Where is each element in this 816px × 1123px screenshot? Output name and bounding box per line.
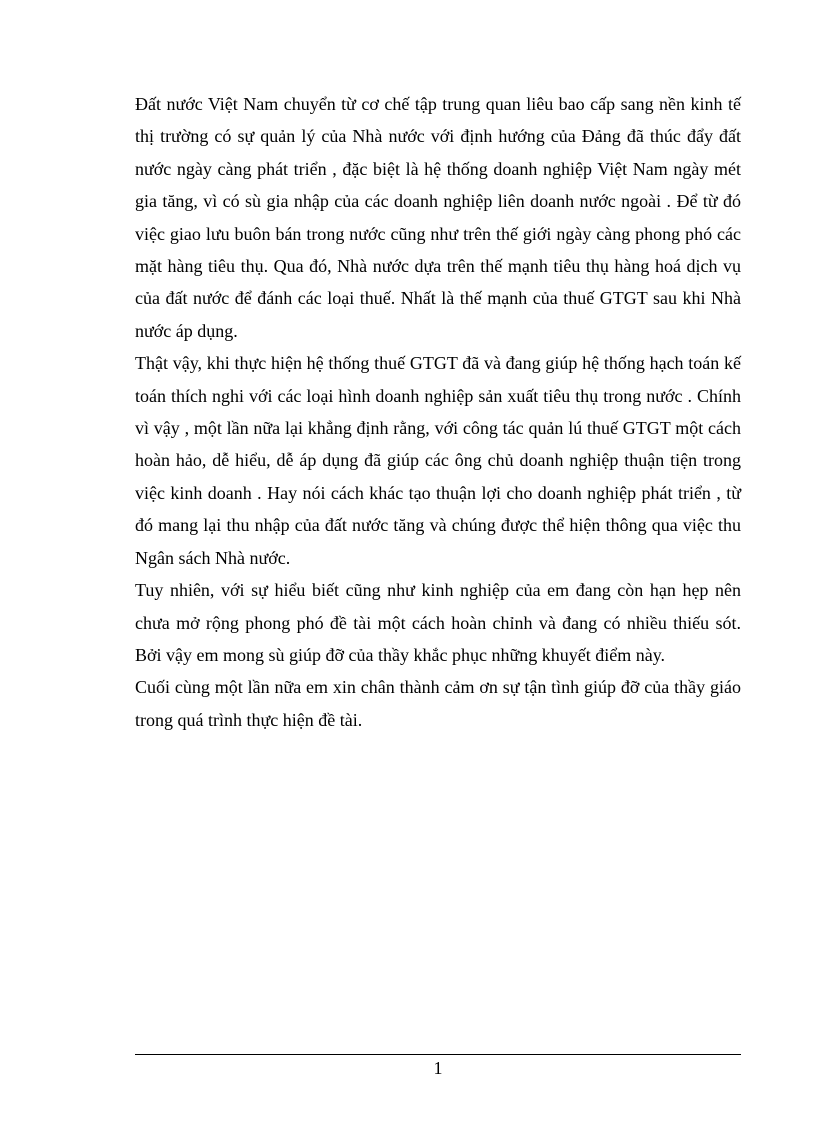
paragraph-limitations: Tuy nhiên, với sự hiểu biết cũng như kinh nghiệp của em đang còn hạn hẹp nên chưa mở rộng phong phó đề tài một cách hoàn chỉnh và đang có nhiều thiếu sót. Bởi vậy em mong sù giúp đỡ của thầy khắc phục những khuyết điểm này.: [135, 580, 741, 665]
document-body: [135, 88, 741, 736]
paragraph-intro: Đất nước Việt Nam chuyển từ cơ chế tập trung quan liêu bao cấp sang nền kinh tế thị trường có sự quản lý của Nhà nước với định hướng của Đảng đã thúc đẩy đất nước ngày càng phát triển , đặc biệt là hệ thống doanh nghiệp Việt Nam ngày mét gia tăng, vì có sù gia nhập của các doanh nghiệp liên doanh nước ngoài . Để từ đó việc giao lưu buôn bán trong nước cũng như trên thế giới ngày càng phong phó các mặt hàng tiêu thụ. Qua đó, Nhà nước dựa trên thế mạnh tiêu thụ hàng hoá dịch vụ của đất nước để đánh các loại thuế. Nhất là thế mạnh của thuế GTGT sau khi Nhà nước áp dụng.: [135, 94, 741, 341]
page-number: 1: [433, 1058, 443, 1078]
footer-rule: [135, 1054, 741, 1055]
paragraph-vat-benefits: Thật vậy, khi thực hiện hệ thống thuế GTGT đã và đang giúp hệ thống hạch toán kế toán thích nghi với các loại hình doanh nghiệp sản xuất tiêu thụ trong nước . Chính vì vậy , một lần nữa lại khẳng định rằng, với công tác quản lú thuế GTGT một cách hoàn hảo, dễ hiểu, dễ áp dụng đã giúp các ông chủ doanh nghiệp thuận tiện trong việc kinh doanh . Hay nói cách khác tạo thuận lợi cho doanh nghiệp phát triển , từ đó mang lại thu nhập của đất nước tăng và chúng được thể hiện thông qua việc thu Ngân sách Nhà nước.: [135, 353, 741, 568]
paragraph-thanks: Cuối cùng một lần nữa em xin chân thành cảm ơn sự tận tình giúp đỡ của thầy giáo trong quá trình thực hiện đề tài.: [135, 677, 741, 730]
